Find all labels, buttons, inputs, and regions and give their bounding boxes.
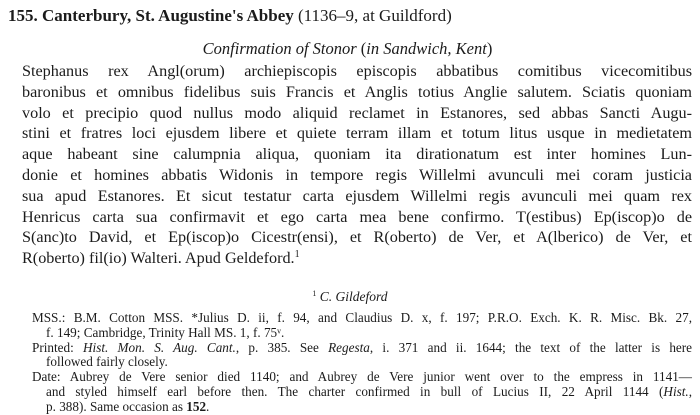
date-text-1: Aubrey de Vere senior died 1140; and Aubrey de Vere junior went over to the empress in 1141—: [60, 369, 692, 385]
charter-line-final: [22, 248, 692, 269]
footnote: [0, 289, 700, 305]
mss-label: MSS.:: [32, 310, 66, 325]
mss-line-1: [32, 311, 692, 326]
charter-line: Henricus carta sua confirmavit et ego carta mea bene confirmo. T(estibus) Ep(iscop)o de: [22, 207, 692, 226]
subtitle-title: Confirmation of Stonor: [202, 39, 357, 58]
date-line-1: [32, 370, 692, 385]
subtitle-open-paren: (: [360, 39, 367, 58]
charter-subtitle: [0, 40, 695, 58]
printed-mid-1: , p. 385. See: [235, 339, 329, 355]
date-note: [32, 370, 692, 414]
printed-mid-2: , i. 371 and ii. 1644; the text of the latter is here: [369, 339, 693, 355]
charter-line: baronibus et omnibus fidelibus suis Francis et Anglis totius Anglie salutem. Sciatis quoniam: [22, 82, 692, 101]
date-line-3: [32, 400, 692, 415]
subtitle-close-paren: ): [486, 39, 493, 58]
mss-text-1: B.M. Cotton MSS. *Julius D. ii, f. 94, and Claudius D. x, f. 197; P.R.O. Exch. K. R. Misc. Bk. 27,: [65, 310, 692, 325]
charter-text: [22, 61, 692, 269]
document-heading: [8, 6, 698, 26]
printed-line-1: [32, 341, 692, 356]
date-cross-ref: 152: [186, 398, 207, 414]
date-work: Hist.: [663, 383, 689, 399]
charter-place: Canterbury, St. Augustine's Abbey: [42, 6, 294, 25]
charter-line: R(oberto) fil(io) Walteri. Apud Geldeford.: [22, 249, 295, 268]
date-text-2b: ,: [688, 383, 692, 399]
charter-line: S(anc)to David, et Ep(iscop)o Cicestr(ensi), et R(oberto) de Ver, et A(lberico) de Ver, et: [22, 228, 692, 247]
charter-line: Stephanus rex Angl(orum) archiepiscopis episcopis abbatibus comitibus vicecomitibus: [22, 62, 692, 80]
charter-date: (1136–9, at Guildford): [298, 6, 452, 25]
printed-line-2: followed fairly closely.: [46, 354, 168, 370]
footnote-reference: 1: [294, 249, 300, 261]
charter-line: volo et precipio quod nullus modo aliquid reclamet in Estanores, sed abbas Sancti Augu-: [22, 103, 692, 122]
mss-note: [32, 311, 692, 341]
footnote-marker: 1: [312, 289, 317, 298]
charter-line: aque habeant sine calumpnia aliqua, quoniam ita dirationatum est inter homines Lun-: [22, 145, 692, 164]
printed-work-1: Hist. Mon. S. Aug. Cant.: [83, 339, 236, 355]
printed-label: Printed:: [32, 339, 74, 355]
printed-note: [32, 341, 692, 371]
footnote-text: C. Gildeford: [319, 289, 388, 304]
date-text-3b: .: [206, 398, 210, 414]
mss-line-2: f. 149; Cambridge, Trinity Hall MS. 1, f. 75ᵛ.: [46, 324, 285, 340]
printed-work-2: Regesta: [328, 339, 370, 355]
charter-number: 155.: [8, 6, 38, 25]
charter-line: sua apud Estanores. Et sicut testatur carta ejusdem Willelmi regis avunculi mei quam rex: [22, 186, 692, 205]
charter-line: stini et fratres loci ejusdem libere et quiete terram illam et totum litus usque in medietatem: [22, 124, 692, 143]
date-line-2: [32, 385, 692, 400]
date-text-2a: and styled himself earl before then. The charter confirmed in bull of Lucius II, 22 April 1144 (: [46, 383, 664, 399]
date-text-3a: p. 388). Same occasion as: [46, 398, 187, 414]
subtitle-location: in Sandwich, Kent: [366, 39, 487, 58]
apparatus-notes: [32, 311, 692, 415]
charter-line: donie et homines abbatis Widonis in tempore regis Willelmi avunculi mei coram justicia: [22, 165, 692, 184]
date-label: Date:: [32, 369, 61, 385]
